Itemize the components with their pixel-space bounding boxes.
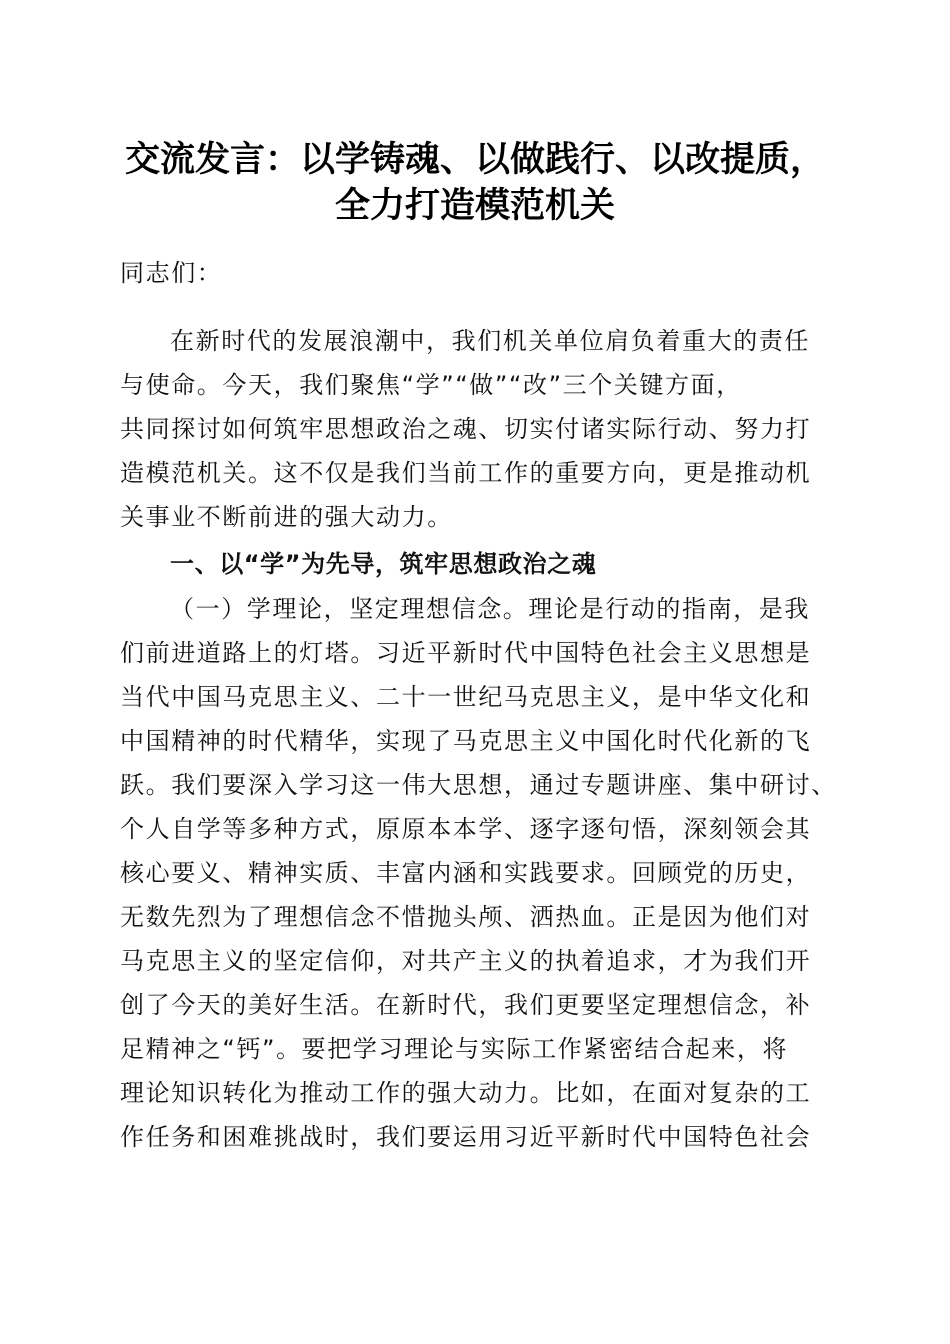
body-line: 核心要义、精神实质、丰富内涵和实践要求。回顾党的历史， [120,859,812,887]
body-line: 马克思主义的坚定信仰，对共产主义的执着追求，才为我们开 [120,947,812,975]
body-line: （一）学理论，坚定理想信念。理论是行动的指南，是我 [170,595,810,623]
body-line: 个人自学等多种方式，原原本本学、逐字逐句悟，深刻领会其 [120,815,812,843]
body-line: 造模范机关。这不仅是我们当前工作的重要方向，更是推动机 [120,459,812,487]
salutation: 同志们： [120,259,223,287]
document-title-line-1: 交流发言：以学铸魂、以做践行、以改提质， [124,139,825,180]
document-title-line-2: 全力打造模范机关 [334,185,615,226]
body-line: 作任务和困难挑战时，我们要运用习近平新时代中国特色社会 [120,1123,812,1151]
body-line: 们前进道路上的灯塔。习近平新时代中国特色社会主义思想是 [120,639,812,667]
body-line: 理论知识转化为推动工作的强大动力。比如，在面对复杂的工 [120,1079,812,1107]
body-line: 无数先烈为了理想信念不惜抛头颅、洒热血。正是因为他们对 [120,903,812,931]
body-line: 跃。我们要深入学习这一伟大思想，通过专题讲座、集中研讨、 [120,771,837,799]
body-line: 创了今天的美好生活。在新时代，我们更要坚定理想信念，补 [120,991,812,1019]
body-line: 在新时代的发展浪潮中，我们机关单位肩负着重大的责任 [170,327,810,355]
body-line: 足精神之“钙”。要把学习理论与实际工作紧密结合起来，将 [120,1035,789,1063]
body-line: 当代中国马克思主义、二十一世纪马克思主义，是中华文化和 [120,683,812,711]
section-heading: 一、以“学”为先导，筑牢思想政治之魂 [170,550,597,578]
body-line: 中国精神的时代精华，实现了马克思主义中国化时代化新的飞 [120,727,812,755]
body-line: 关事业不断前进的强大动力。 [120,503,453,531]
body-line: 共同探讨如何筑牢思想政治之魂、切实付诸实际行动、努力打 [120,415,812,443]
body-line: 与使命。今天，我们聚焦“学”“做”“改”三个关键方面， [120,371,742,399]
